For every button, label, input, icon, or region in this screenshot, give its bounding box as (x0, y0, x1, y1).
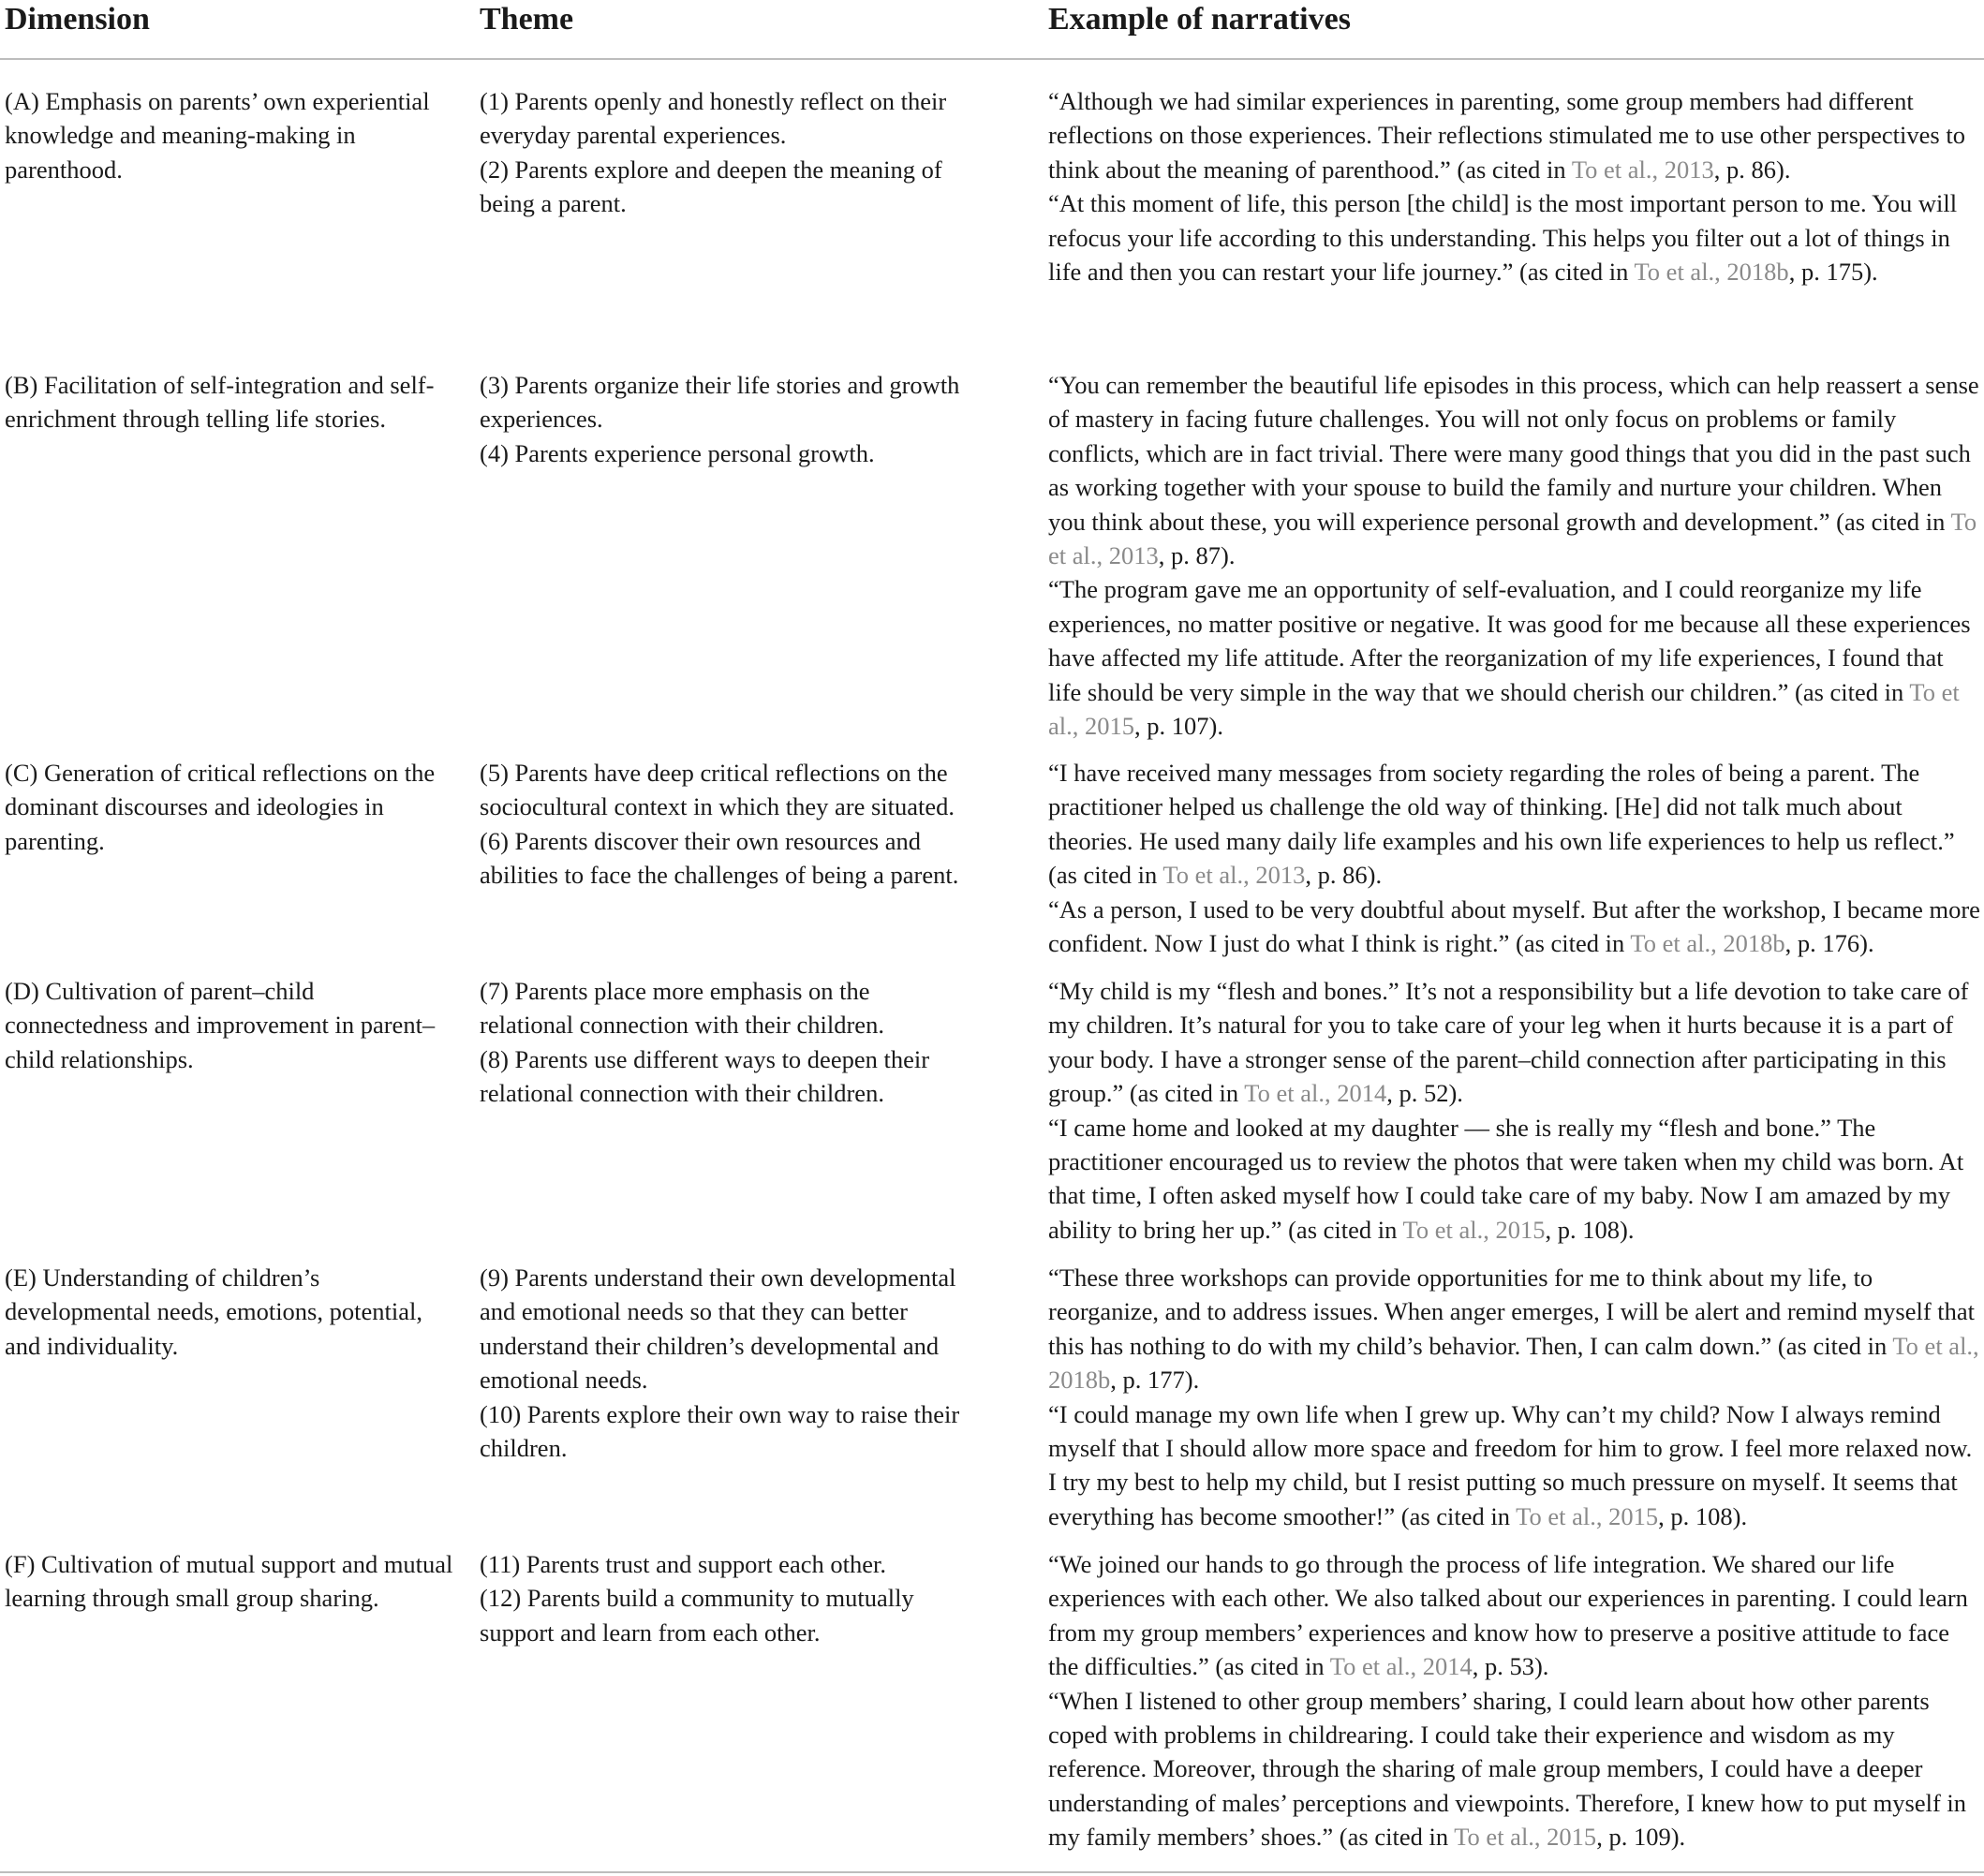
quote-page: , p. 109). (1596, 1823, 1686, 1852)
table-row (0, 84, 1984, 368)
narrative-quote (1048, 572, 1981, 743)
theme-cell (480, 974, 967, 1111)
theme-item: (9) Parents understand their own developmental and emotional needs so that they can better understand their children’s developmental and emotional needs. (480, 1263, 956, 1395)
theme-item: (5) Parents have deep critical reflections on the sociocultural context in which they are situated. (480, 759, 955, 821)
dimension-cell (5, 1547, 454, 1616)
narrative-quote (1048, 1547, 1981, 1684)
citation-link[interactable]: To et al., 2015 (1402, 1215, 1546, 1244)
dimension-text: (D) Cultivation of parent–child connectedness and improvement in parent–child relationships. (5, 977, 436, 1073)
table-header (0, 0, 1984, 60)
dimension-cell (5, 756, 454, 858)
quote-text: “My child is my “flesh and bones.” It’s not a responsibility but a life devotion to take care of my children. It’s natural for you to take care of your leg when it hurts because it is a part of your body. I have a stronger sense of the parent–child connection after participating in this group.” (as cited in (1048, 977, 1969, 1108)
theme-item: (4) Parents experience personal growth. (480, 438, 875, 467)
quote-page: , p. 177). (1110, 1366, 1200, 1395)
narrative-quote (1048, 1397, 1981, 1534)
header-dimension: Dimension (5, 2, 150, 37)
theme-item: (8) Parents use different ways to deepen their relational connection with their children. (480, 1044, 930, 1108)
table-bottom-rule (0, 1871, 1984, 1873)
quote-text: “We joined our hands to go through the process of life integration. We shared our life experiences with each other. We also talked about our experiences in parenting. I could learn from my group members’ experiences and know how to preserve a positive attitude to face the difficulties.” (as cited in (1048, 1550, 1968, 1681)
theme-cell (480, 84, 967, 221)
dimension-cell (5, 974, 454, 1076)
quote-page: , p. 108). (1658, 1501, 1748, 1530)
dimension-text: (C) Generation of critical reflections on the dominant discourses and ideologies in parenting. (5, 759, 436, 855)
theme-cell (480, 756, 967, 893)
dimension-cell (5, 368, 454, 436)
theme-item: (1) Parents openly and honestly reflect on their everyday parental experiences. (480, 87, 947, 150)
narrative-cell (1048, 1547, 1981, 1854)
theme-item: (11) Parents trust and support each other. (480, 1550, 886, 1578)
dimension-text: (A) Emphasis on parents’ own experiential knowledge and meaning-making in parenthood. (5, 87, 430, 184)
quote-page: , p. 86). (1305, 861, 1383, 890)
quote-text: “The program gave me an opportunity of self-evaluation, and I could reorganize my life experiences, no matter positive or negative. It was good for me because all these experiences have affected my life attitude. After the reorganization of my life experiences, I found that life should be very simple in the way that we should cherish our children.” (as cited in (1048, 575, 1971, 706)
narrative-cell (1048, 84, 1981, 288)
theme-item: (12) Parents build a community to mutually support and learn from each other. (480, 1584, 914, 1647)
quote-page: , p. 87). (1158, 541, 1236, 570)
citation-link[interactable]: To et al., 2018b (1634, 258, 1789, 287)
narrative-quote (1048, 84, 1981, 186)
quote-text: “At this moment of life, this person [the child] is the most important person to me. You will refocus your life according to this understanding. This helps you filter out a lot of things in life and then you can restart your life journey.” (as cited in (1048, 189, 1958, 287)
narrative-cell (1048, 974, 1981, 1247)
theme-item: (7) Parents place more emphasis on the relational connection with their children. (480, 977, 884, 1040)
narrative-quote (1048, 1111, 1981, 1248)
dimension-cell (5, 1261, 454, 1363)
quote-text: “When I listened to other group members’ sharing, I could learn about how other parents coped with problems in childrearing. I could take their experience and wisdom as my reference. Moreover, through the sharing of male group members, I could have a deeper understanding of males’ perceptions and viewpoints. Therefore, I knew how to put myself in my family members’ shoes.” (as cited in (1048, 1686, 1967, 1852)
table-row (0, 1547, 1984, 1866)
theme-cell (480, 1547, 967, 1649)
citation-link[interactable]: To et al., 2018b (1048, 1331, 1979, 1395)
quote-text: “I have received many messages from society regarding the roles of being a parent. The practitioner helped us challenge the old way of thinking. [He] did not talk much about theories. He used many daily life examples and his own life experiences to help us reflect.” (as cited in (1048, 759, 1955, 890)
table-row (0, 756, 1984, 974)
quote-page: , p. 108). (1545, 1215, 1635, 1244)
quote-text: “As a person, I used to be very doubtful about myself. But after the workshop, I became more confident. Now I just do what I think is right.” (as cited in (1048, 894, 1980, 958)
header-theme: Theme (480, 2, 574, 37)
narrative-cell (1048, 756, 1981, 960)
quote-page: , p. 52). (1386, 1079, 1463, 1108)
quote-page: , p. 86). (1713, 155, 1791, 184)
header-narratives: Example of narratives (1048, 2, 1351, 37)
citation-link[interactable]: To et al., 2014 (1329, 1652, 1473, 1681)
narrative-quote (1048, 1261, 1981, 1397)
narrative-quote (1048, 1684, 1981, 1854)
table-row (0, 974, 1984, 1261)
table-body (0, 84, 1984, 1866)
quote-page: , p. 175). (1788, 258, 1878, 287)
quote-page: , p. 176). (1784, 929, 1874, 958)
theme-item: (2) Parents explore and deepen the meaning of being a parent. (480, 155, 942, 218)
citation-link[interactable]: To et al., 2015 (1454, 1823, 1597, 1852)
quote-text: “I came home and looked at my daughter — she is really my “flesh and bone.” The practitioner encouraged us to review the photos that were taken when my child was born. At that time, I often asked myself how I could take care of my baby. Now I am amazed by my ability to bring her up.” (as cited in (1048, 1113, 1964, 1244)
theme-item: (10) Parents explore their own way to raise their children. (480, 1399, 960, 1463)
dimension-text: (F) Cultivation of mutual support and mutual learning through small group sharing. (5, 1550, 453, 1613)
narrative-quote (1048, 368, 1981, 572)
theme-item: (3) Parents organize their life stories and growth experiences. (480, 371, 960, 434)
narrative-quote (1048, 974, 1981, 1111)
theme-item: (6) Parents discover their own resources and abilities to face the challenges of being a parent. (480, 826, 959, 890)
theme-cell (480, 368, 967, 470)
quote-text: “Although we had similar experiences in parenting, some group members had different reflections on those experiences. Their reflections stimulated me to use other perspectives to think about the meaning of parenthood.” (as cited in (1048, 87, 1965, 184)
narrative-cell (1048, 1261, 1981, 1533)
narrative-quote (1048, 893, 1981, 961)
quote-page: , p. 53). (1472, 1652, 1549, 1681)
narrative-cell (1048, 368, 1981, 743)
quote-text: “These three workshops can provide opportunities for me to think about my life, to reorganize, and to address issues. When anger emerges, I will be alert and remind myself that this has nothing to do with my child’s behavior. Then, I can calm down.” (as cited in (1048, 1263, 1976, 1360)
table-row (0, 368, 1984, 756)
narrative-quote (1048, 756, 1981, 893)
citation-link[interactable]: To et al., 2015 (1516, 1501, 1659, 1530)
dimension-cell (5, 84, 454, 186)
table-row (0, 1261, 1984, 1547)
narrative-quote (1048, 186, 1981, 288)
citation-link[interactable]: To et al., 2015 (1048, 677, 1960, 741)
dimension-text: (B) Facilitation of self-integration and self-enrichment through telling life stories. (5, 371, 435, 434)
citation-link[interactable]: To et al., 2014 (1244, 1079, 1387, 1108)
citation-link[interactable]: To et al., 2013 (1571, 155, 1714, 184)
quote-text: “I could manage my own life when I grew up. Why can’t my child? Now I always remind myself that I should allow more space and freedom for him to grow. I feel more relaxed now. I try my best to help my child, but I resist putting so much pressure on myself. It seems that everything has become smoother!” (as cited in (1048, 1399, 1973, 1530)
citation-link[interactable]: To et al., 2018b (1630, 929, 1785, 958)
quote-page: , p. 107). (1134, 712, 1223, 741)
quote-text: “You can remember the beautiful life episodes in this process, which can help reassert a sense of mastery in facing future challenges. You will not only focus on problems or family conflicts, which are in fact trivial. There were many good things that you did in the past such as working together with your spouse to build the family and nurture your children. When you think about these, you will experience personal growth and development.” (as cited in (1048, 371, 1979, 536)
citation-link[interactable]: To et al., 2013 (1162, 861, 1306, 890)
citation-link[interactable]: To et al., 2013 (1048, 507, 1977, 570)
dimension-text: (E) Understanding of children’s developmental needs, emotions, potential, and individuality. (5, 1263, 422, 1360)
theme-cell (480, 1261, 967, 1465)
